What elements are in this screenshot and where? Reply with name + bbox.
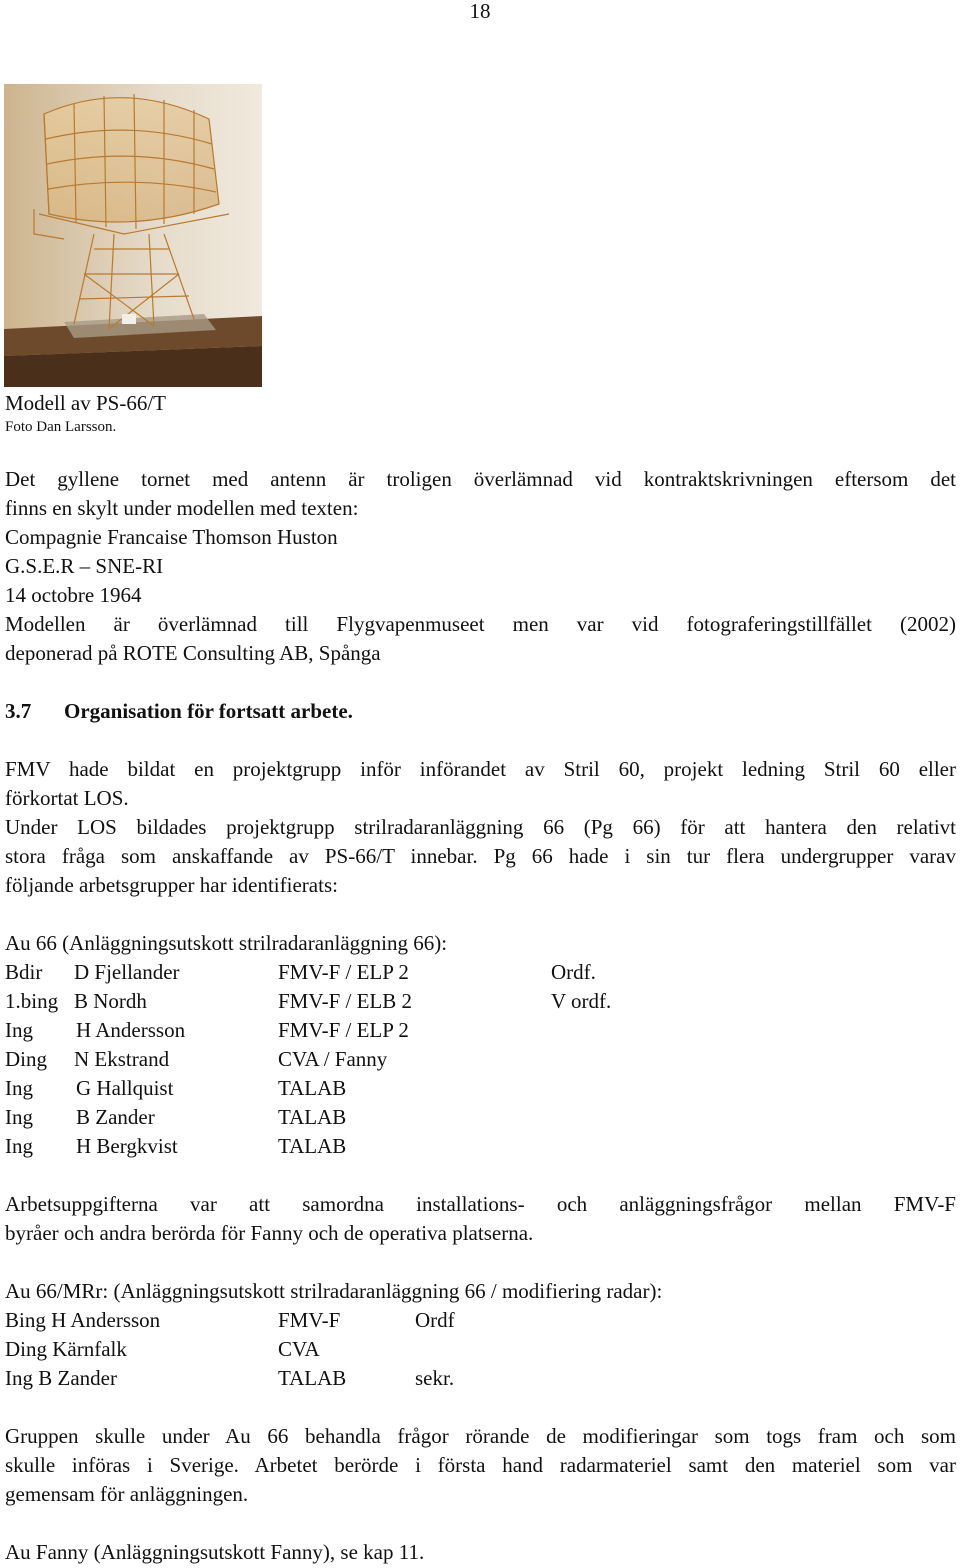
body-line: Arbetsuppgifterna var att samordna installations- och anläggningsfrågor mellan FMV-F [5, 1192, 956, 1216]
au66mrr-heading: Au 66/MRr: (Anläggningsutskott strilradaranläggning 66 / modifiering radar): [5, 1279, 663, 1303]
intro-line: Det gyllene tornet med antenn är troligen överlämnad vid kontraktskrivningen eftersom det [5, 467, 956, 491]
member-role: sekr. [415, 1366, 455, 1390]
member-title: Ding [5, 1047, 47, 1071]
member-org: FMV-F [278, 1308, 341, 1332]
member-org: CVA [278, 1337, 320, 1361]
member-org: TALAB [278, 1076, 347, 1100]
member-person: Bing H Andersson [5, 1308, 161, 1332]
member-title: Ing [5, 1018, 33, 1042]
member-name: B Zander [76, 1105, 155, 1129]
page-number: 18 [469, 0, 491, 23]
body-line: FMV hade bildat en projektgrupp inför införandet av Stril 60, projekt ledning Stril 60 eller [5, 757, 956, 781]
member-name: G Hallquist [76, 1076, 174, 1100]
member-name: H Bergkvist [76, 1134, 178, 1158]
member-name: B Nordh [74, 989, 147, 1013]
body-line: Under LOS bildades projektgrupp strilradaranläggning 66 (Pg 66) för att hantera den relativt [5, 815, 956, 839]
photo-caption: Modell av PS-66/T [5, 391, 166, 415]
au66-heading: Au 66 (Anläggningsutskott strilradaranläggning 66): [5, 931, 448, 955]
member-name: N Ekstrand [74, 1047, 170, 1071]
member-title: Ing [5, 1076, 33, 1100]
body-line: förkortat LOS. [5, 786, 129, 810]
member-org: TALAB [278, 1105, 347, 1129]
member-person: Ding Kärnfalk [5, 1337, 127, 1361]
member-role: V ordf. [551, 989, 612, 1013]
member-title: Ing [5, 1105, 33, 1129]
intro-line: Compagnie Francaise Thomson Huston [5, 525, 338, 549]
body-line: gemensam för anläggningen. [5, 1482, 249, 1506]
member-title: Bdir [5, 960, 43, 984]
body-line: byråer och andra berörda för Fanny och de operativa platserna. [5, 1221, 534, 1245]
member-org: CVA / Fanny [278, 1047, 388, 1071]
member-org: FMV-F / ELP 2 [278, 960, 409, 984]
member-name: D Fjellander [74, 960, 180, 984]
member-person: Ing B Zander [5, 1366, 117, 1390]
member-org: TALAB [278, 1134, 347, 1158]
member-org: FMV-F / ELB 2 [278, 989, 413, 1013]
body-line: följande arbetsgrupper har identifierats: [5, 873, 338, 897]
member-role: Ordf [415, 1308, 455, 1332]
radar-model-photo [4, 84, 262, 387]
intro-line: G.S.E.R – SNE-RI [5, 554, 164, 578]
section-title: Organisation för fortsatt arbete. [64, 699, 353, 723]
member-role: Ordf. [551, 960, 596, 984]
member-title: 1.bing [5, 989, 59, 1013]
member-name: H Andersson [76, 1018, 186, 1042]
intro-line: Modellen är överlämnad till Flygvapenmuseet men var vid fotograferingstillfället (2002) [5, 612, 956, 636]
body-line: Gruppen skulle under Au 66 behandla frågor rörande de modifieringar som togs fram och som [5, 1424, 956, 1448]
member-org: TALAB [278, 1366, 347, 1390]
body-line: stora fråga som anskaffande av PS-66/T innebar. Pg 66 hade i sin tur flera undergrupper varav [5, 844, 956, 868]
member-title: Ing [5, 1134, 33, 1158]
intro-line: finns en skylt under modellen med texten: [5, 496, 359, 520]
member-org: FMV-F / ELP 2 [278, 1018, 409, 1042]
intro-line: deponerad på ROTE Consulting AB, Spånga [5, 641, 381, 665]
body-line: skulle införas i Sverige. Arbetet berörde i första hand radarmateriel samt den materiel som var [5, 1453, 956, 1477]
au-fanny-reference: Au Fanny (Anläggningsutskott Fanny), se kap 11. [5, 1540, 425, 1564]
section-number: 3.7 [5, 699, 32, 723]
intro-line: 14 octobre 1964 [5, 583, 142, 607]
photo-credit: Foto Dan Larsson. [5, 419, 117, 435]
